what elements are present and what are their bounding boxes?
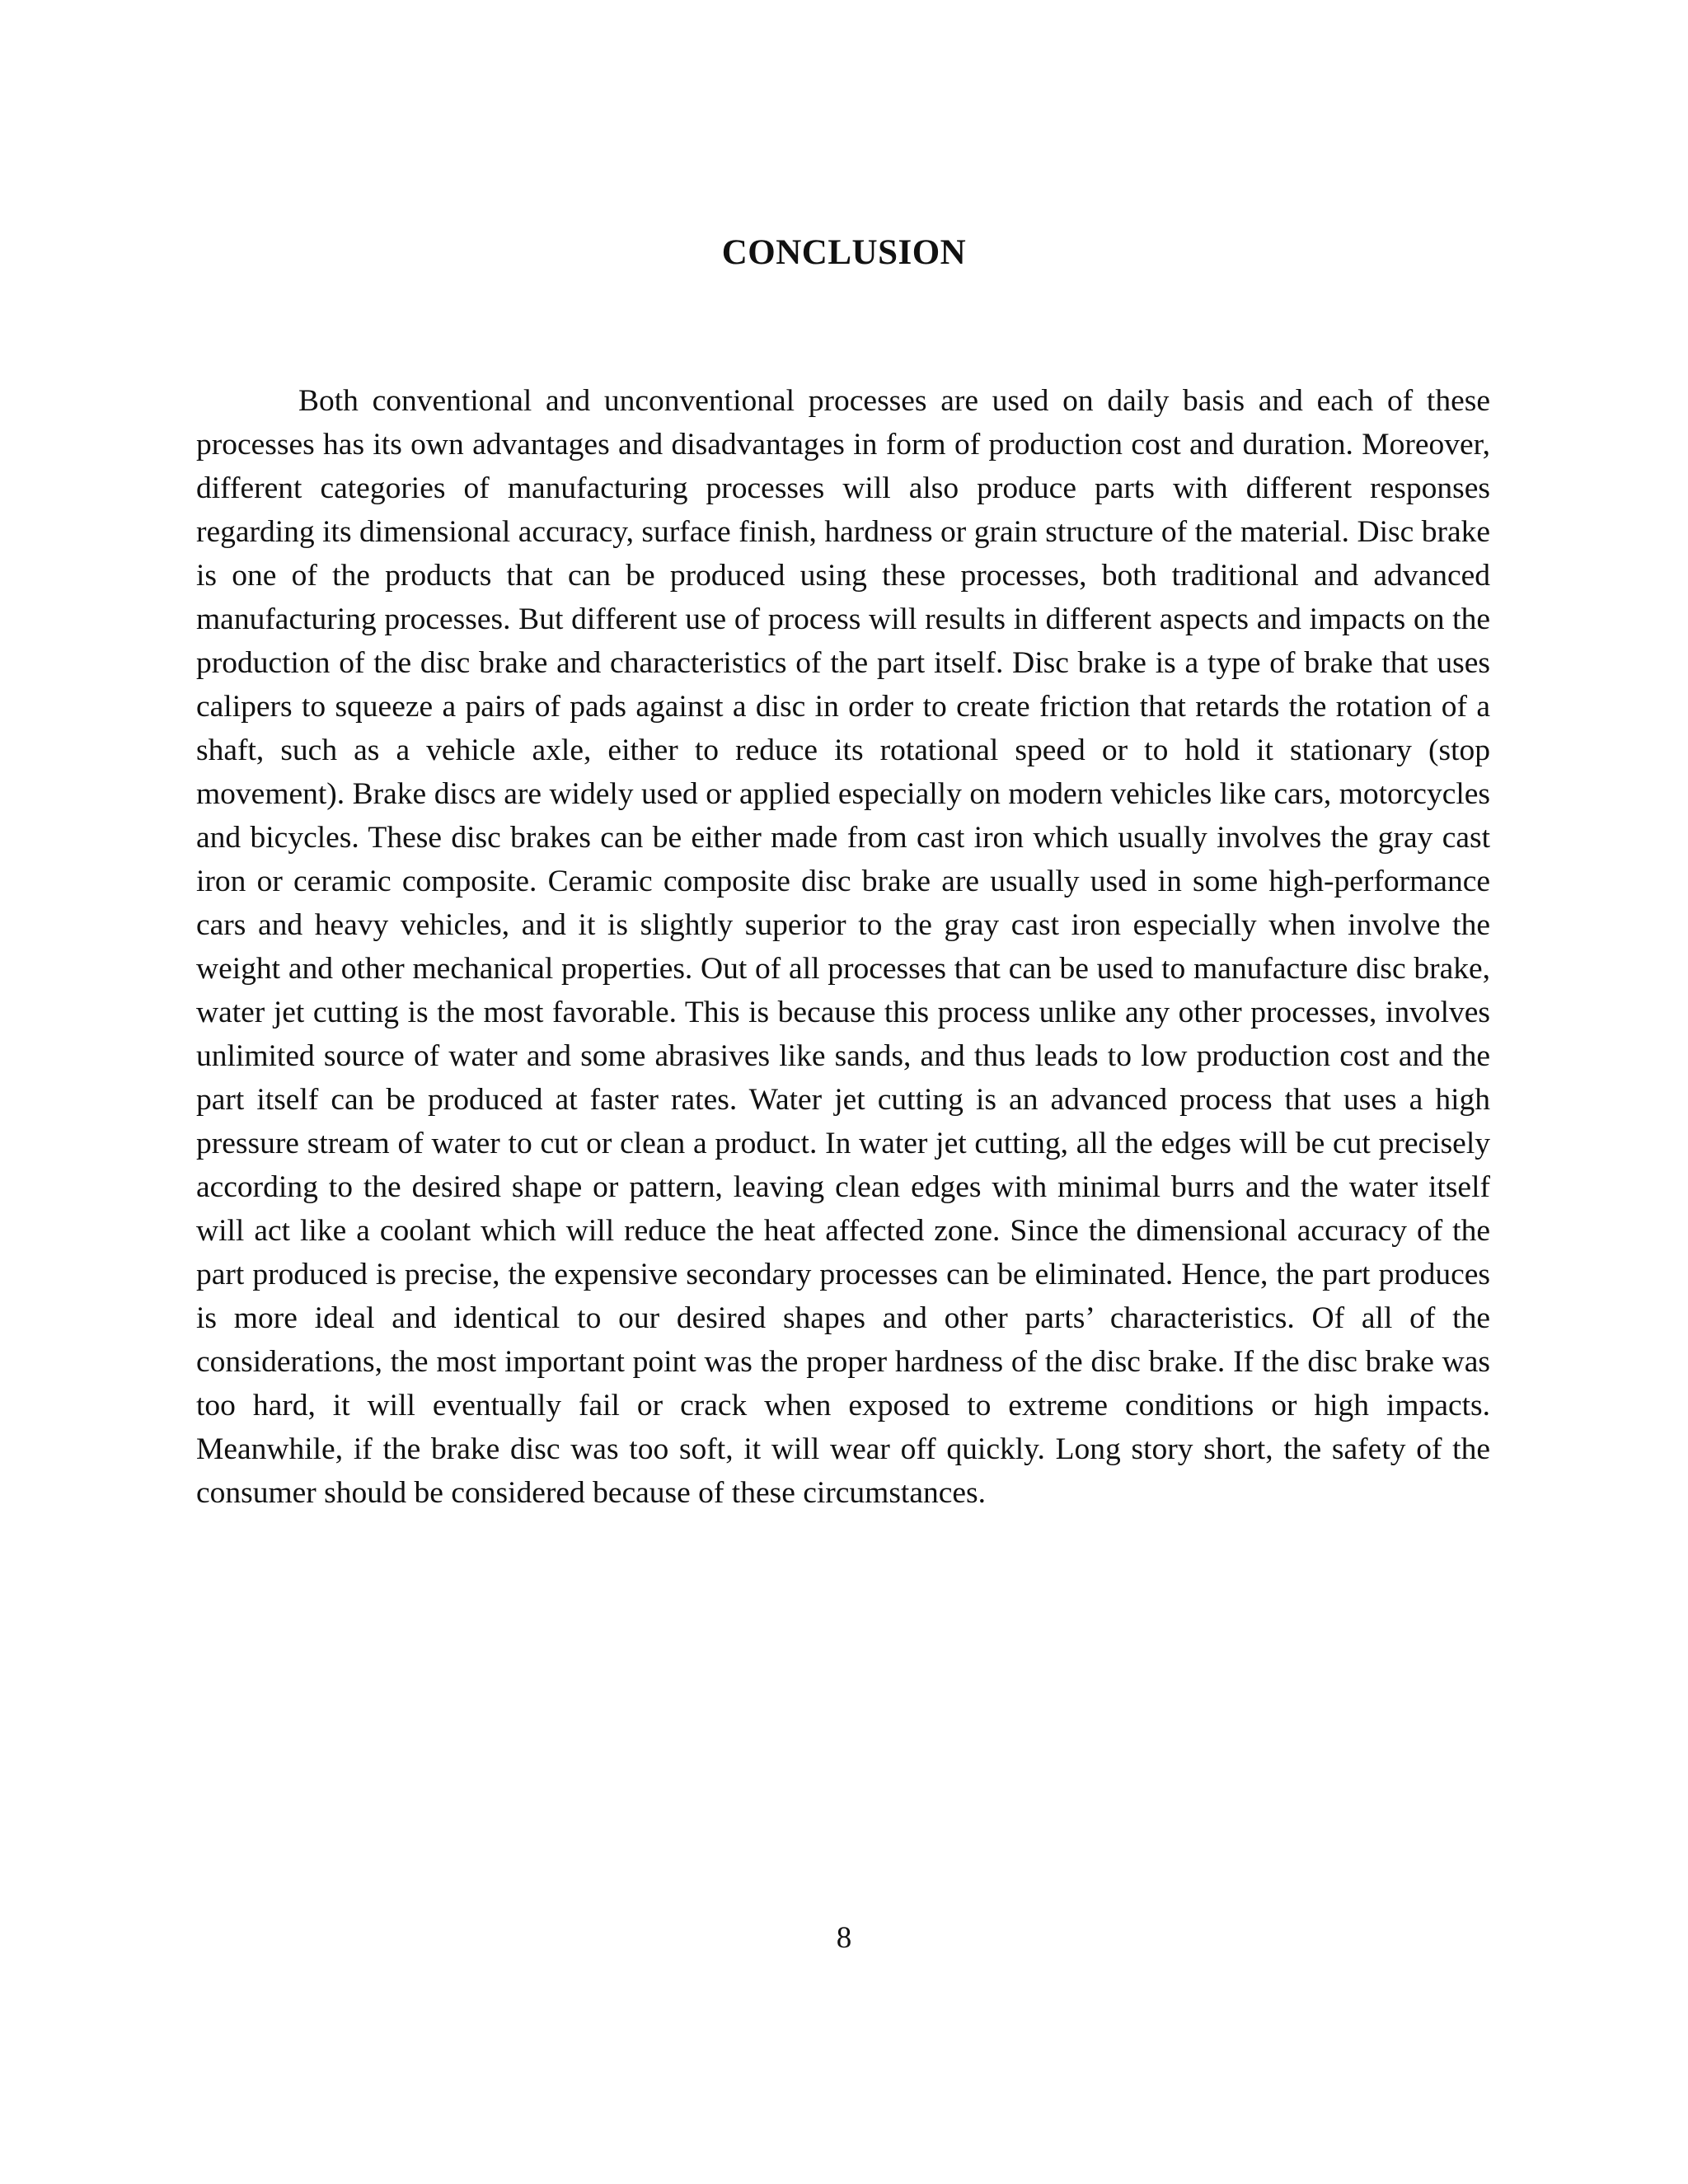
- page-number: 8: [836, 1921, 852, 1955]
- conclusion-paragraph: Both conventional and unconventional processes are used on daily basis and each of these processes has its own advantages and disadvantages in form of production cost and duration. Moreover, different categories of manufacturing processes will also produce parts with different responses regarding its dimensional accuracy, surface finish, hardness or grain structure of the material. Disc brake is one of the products that can be produced using these processes, both traditional and advanced manufacturing processes. But different use of process will results in different aspects and impacts on the production of the disc brake and characteristics of the part itself. Disc brake is a type of brake that uses calipers to squeeze a pairs of pads against a disc in order to create friction that retards the rotation of a shaft, such as a vehicle axle, either to reduce its rotational speed or to hold it stationary (stop movement). Brake discs are widely used or applied especially on modern vehicles like cars, motorcycles and bicycles. These disc brakes can be either made from cast iron which usually involves the gray cast iron or ceramic composite. Ceramic composite disc brake are usually used in some high-performance cars and heavy vehicles, and it is slightly superior to the gray cast iron especially when involve the weight and other mechanical properties. Out of all processes that can be used to manufacture disc brake, water jet cutting is the most favorable. This is because this process unlike any other processes, involves unlimited source of water and some abrasives like sands, and thus leads to low production cost and the part itself can be produced at faster rates. Water jet cutting is an advanced process that uses a high pressure stream of water to cut or clean a product. In water jet cutting, all the edges will be cut precisely according to the desired shape or pattern, leaving clean edges with minimal burrs and the water itself will act like a coolant which will reduce the heat affected zone. Since the dimensional accuracy of the part produced is precise, the expensive secondary processes can be eliminated. Hence, the part produces is more ideal and identical to our desired shapes and other parts’ characteristics. Of all of the considerations, the most important point was the proper hardness of the disc brake. If the disc brake was too hard, it will eventually fail or crack when exposed to extreme conditions or high impacts. Meanwhile, if the brake disc was too soft, it will wear off quickly. Long story short, the safety of the consumer should be considered because of these circumstances.: [196, 384, 1490, 1510]
- page-title: CONCLUSION: [721, 233, 967, 272]
